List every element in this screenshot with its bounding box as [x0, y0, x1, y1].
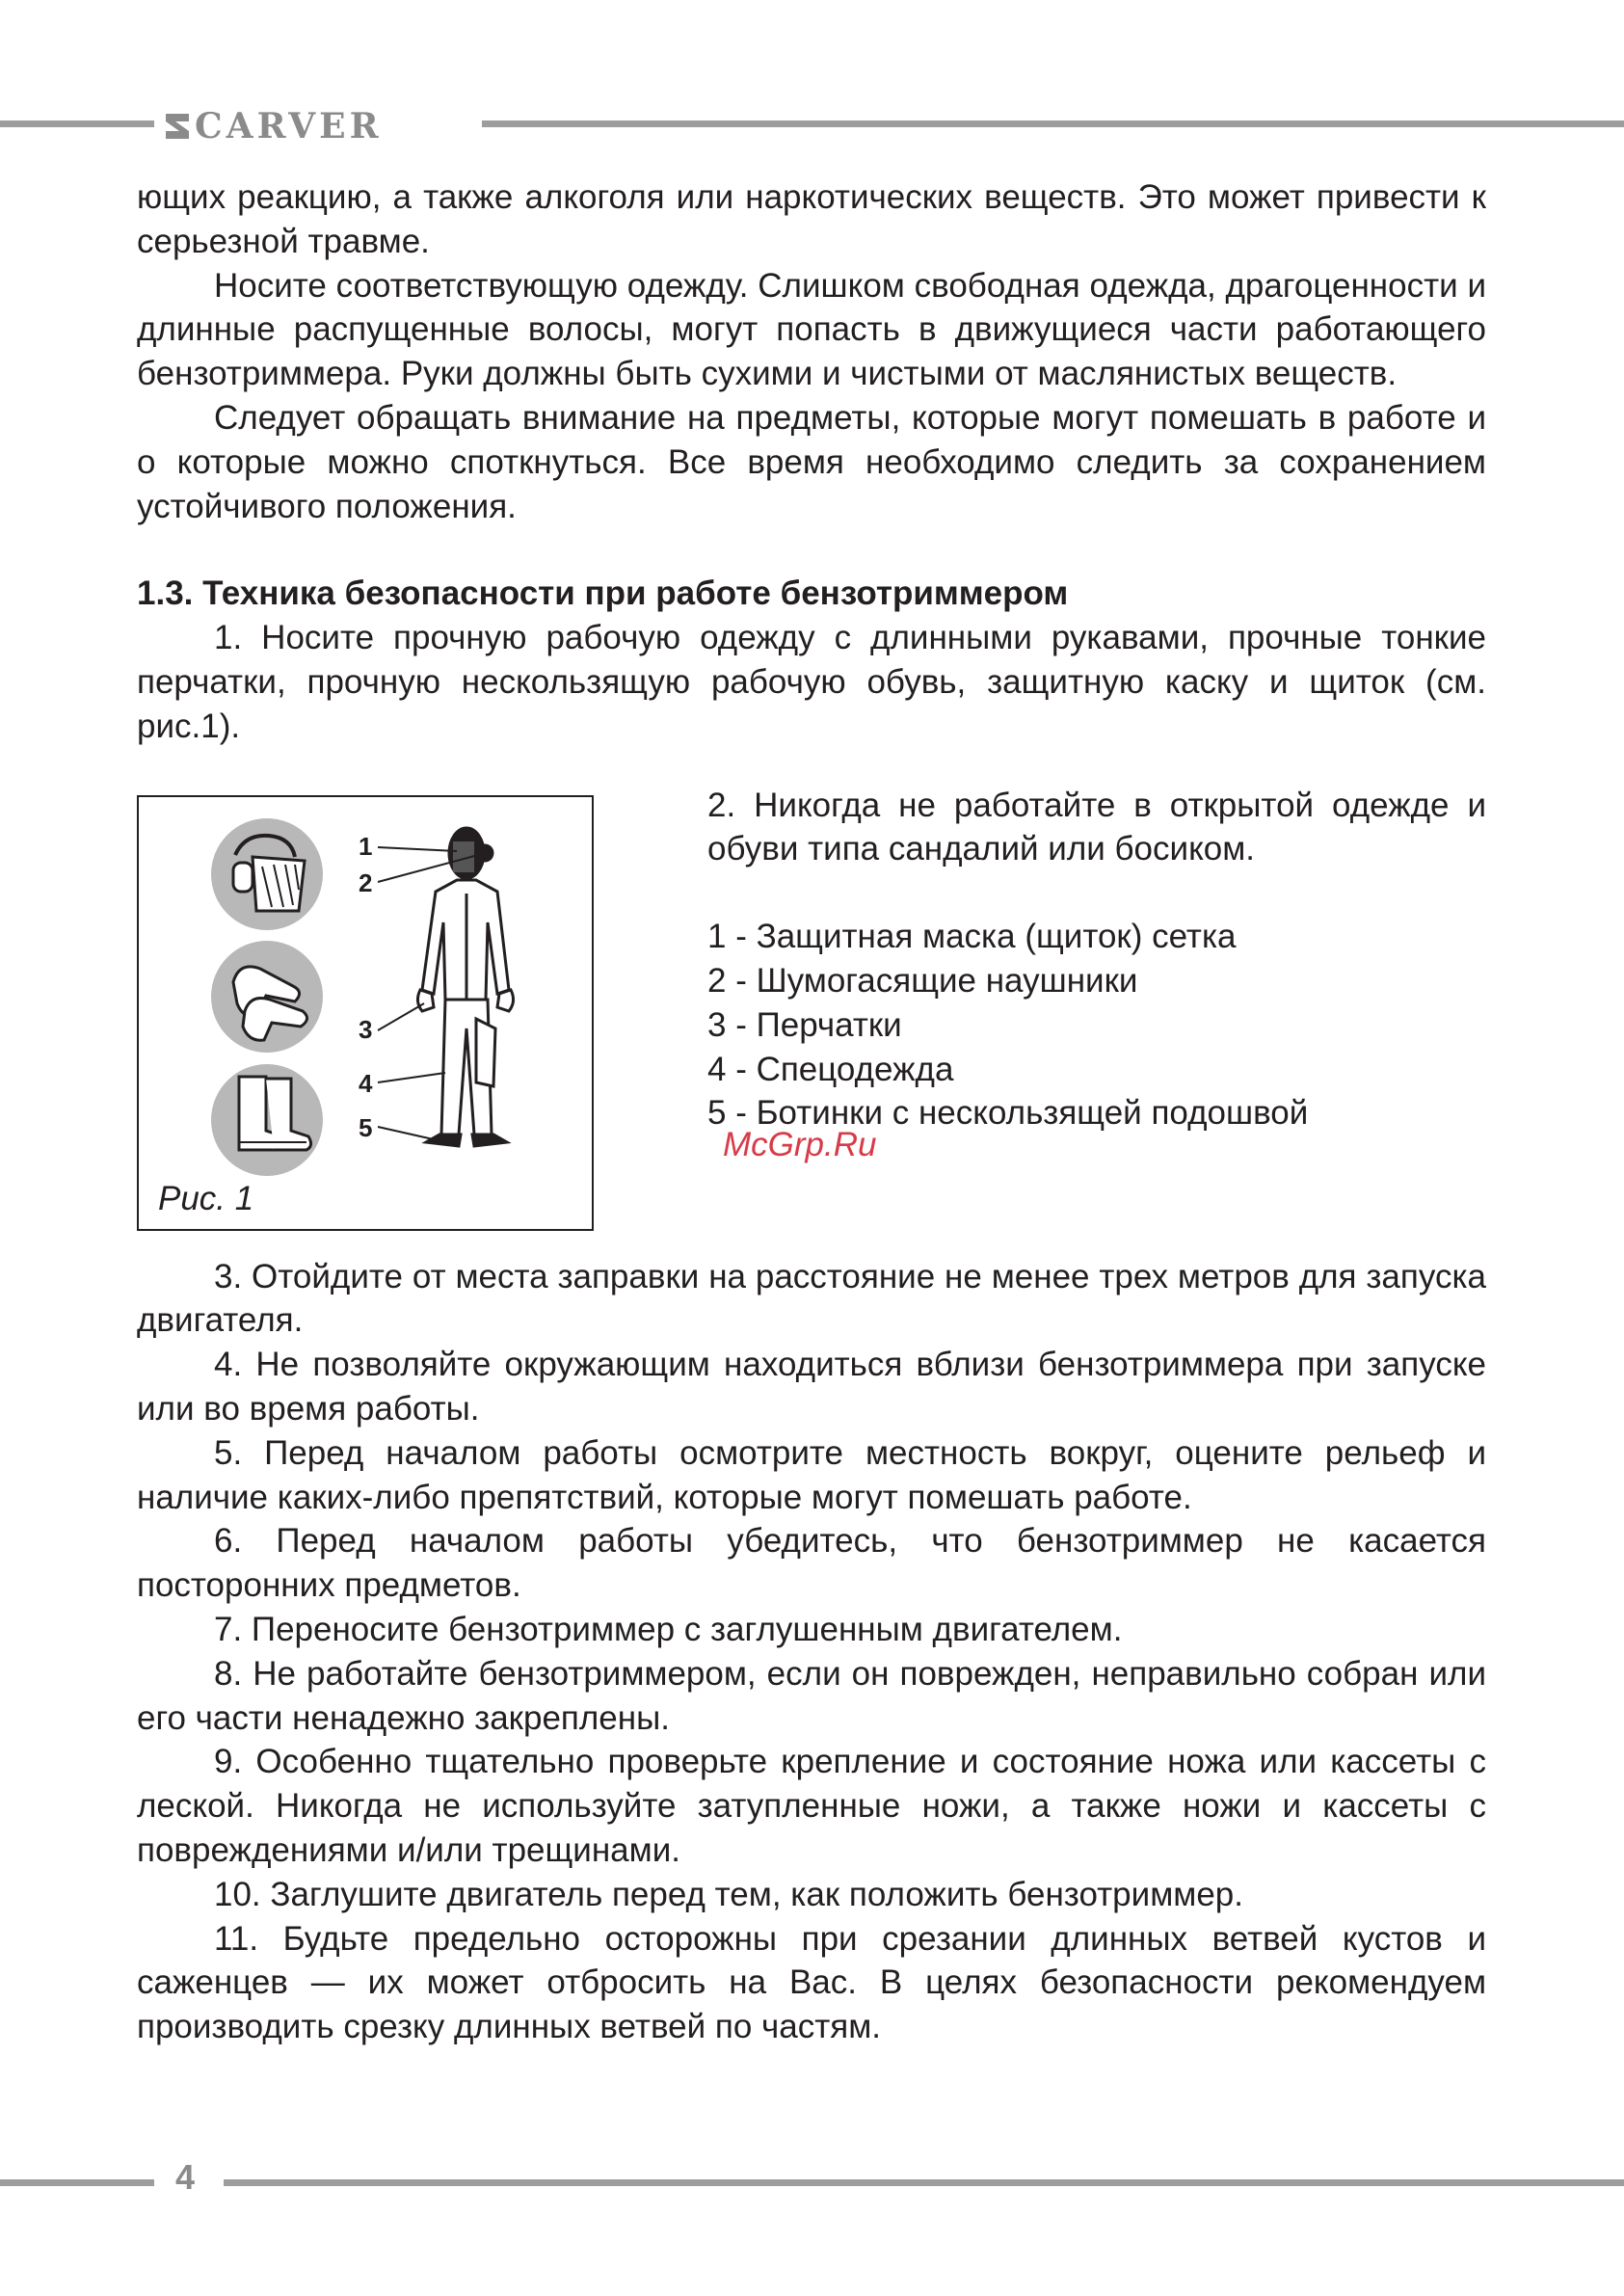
list-item: 11. Будьте предельно осторожны при срезании длинных ветвей кустов и саженцев — их может отбросить на Вас. В целях безопасности рекомендуем производить срезку длинных ветвей по частям.: [137, 1919, 1486, 2046]
footer-rule-left: [0, 2179, 154, 2186]
list-item: 3. Отойдите от места заправки на расстояние не менее трех метров для запуска двигателя.: [137, 1257, 1486, 1340]
legend-item: 3 - Перчатки: [707, 1005, 902, 1044]
legend-item: 1 - Защитная маска (щиток) сетка: [707, 918, 1237, 956]
callout-number: 1: [359, 831, 373, 861]
page-content: [137, 175, 1486, 2049]
brand-mark-icon: [166, 114, 189, 139]
worker-figure-icon: [417, 828, 513, 1146]
figure-box: [137, 795, 594, 1231]
callout-number: 2: [359, 868, 373, 897]
list-item: 9. Особенно тщательно проверьте крепление и состояние ножа или кассеты с леской. Никогда не используйте затупленные ножи, а также ножи и кассеты с повреждениями и/или трещинами.: [137, 1743, 1486, 1869]
callout-number: 3: [359, 1014, 373, 1044]
list-item: 8. Не работайте бензотриммером, если он поврежден, неправильно собран или его части ненадежно закреплены.: [137, 1654, 1486, 1737]
callout-number: 4: [359, 1068, 373, 1098]
legend-item: 4 - Спецодежда: [707, 1050, 954, 1088]
paragraph: ющих реакцию, а также алкоголя или наркотических веществ. Это может привести к серьезной травме.: [137, 178, 1486, 260]
list-item: 7. Переносите бензотриммер с заглушенным двигателем.: [214, 1610, 1123, 1648]
list-item: 6. Перед началом работы убедитесь, что бензотриммер не касается посторонних предметов.: [137, 1522, 1486, 1605]
figure-notes: [707, 784, 1486, 1136]
paragraph: Носите соответствующую одежду. Слишком свободная одежда, драгоценности и длинные распущенные волосы, могут попасть в движущиеся части работающего бензотриммера. Руки должны быть сухими и чистыми от маслянистых веществ.: [137, 266, 1486, 393]
page-number: 4: [175, 2157, 196, 2197]
list-item: 10. Заглушите двигатель перед тем, как положить бензотриммер.: [214, 1875, 1243, 1913]
footer-rule-right: [224, 2179, 1624, 2186]
legend-item: 2 - Шумогасящие наушники: [707, 961, 1138, 1000]
gloves-icon: [211, 941, 323, 1053]
list-item: 5. Перед началом работы осмотрите местность вокруг, оцените рельеф и наличие каких-либо препятствий, которые могут помешать работе.: [137, 1433, 1486, 1516]
note-paragraph: 2. Никогда не работайте в открытой одежде и обуви типа сандалий или босиком.: [707, 786, 1486, 868]
brand-logo: [166, 104, 383, 148]
face-shield-icon: [211, 818, 323, 930]
header-rule-right: [482, 120, 1624, 127]
boots-icon: [211, 1064, 323, 1176]
brand-name: CARVER: [195, 106, 383, 147]
legend-item: 5 - Ботинки с нескользящей подошвой: [707, 1094, 1309, 1133]
paragraph: 1. Носите прочную рабочую одежду с длинными рукавами, прочные тонкие перчатки, прочную нескользящую рабочую обувь, защитную каску и щиток (см. рис.1).: [137, 619, 1486, 745]
protective-equipment-illustration: [139, 797, 592, 1229]
list-item: 4. Не позволяйте окружающим находиться вблизи бензотриммера при запуске или во время работы.: [137, 1346, 1486, 1428]
callout-number: 5: [359, 1112, 373, 1142]
figure-row: [137, 749, 1486, 1255]
paragraph: Следует обращать внимание на предметы, которые могут помешать в работе и о которые можно споткнуться. Все время необходимо следить за сохранением устойчивого положения.: [137, 398, 1486, 525]
figure-caption: Рис. 1: [158, 1179, 254, 1217]
section-heading: 1.3. Техника безопасности при работе бензотриммером: [137, 574, 1069, 613]
watermark: McGrp.Ru: [723, 1126, 877, 1163]
header-rule-left: [0, 120, 154, 127]
